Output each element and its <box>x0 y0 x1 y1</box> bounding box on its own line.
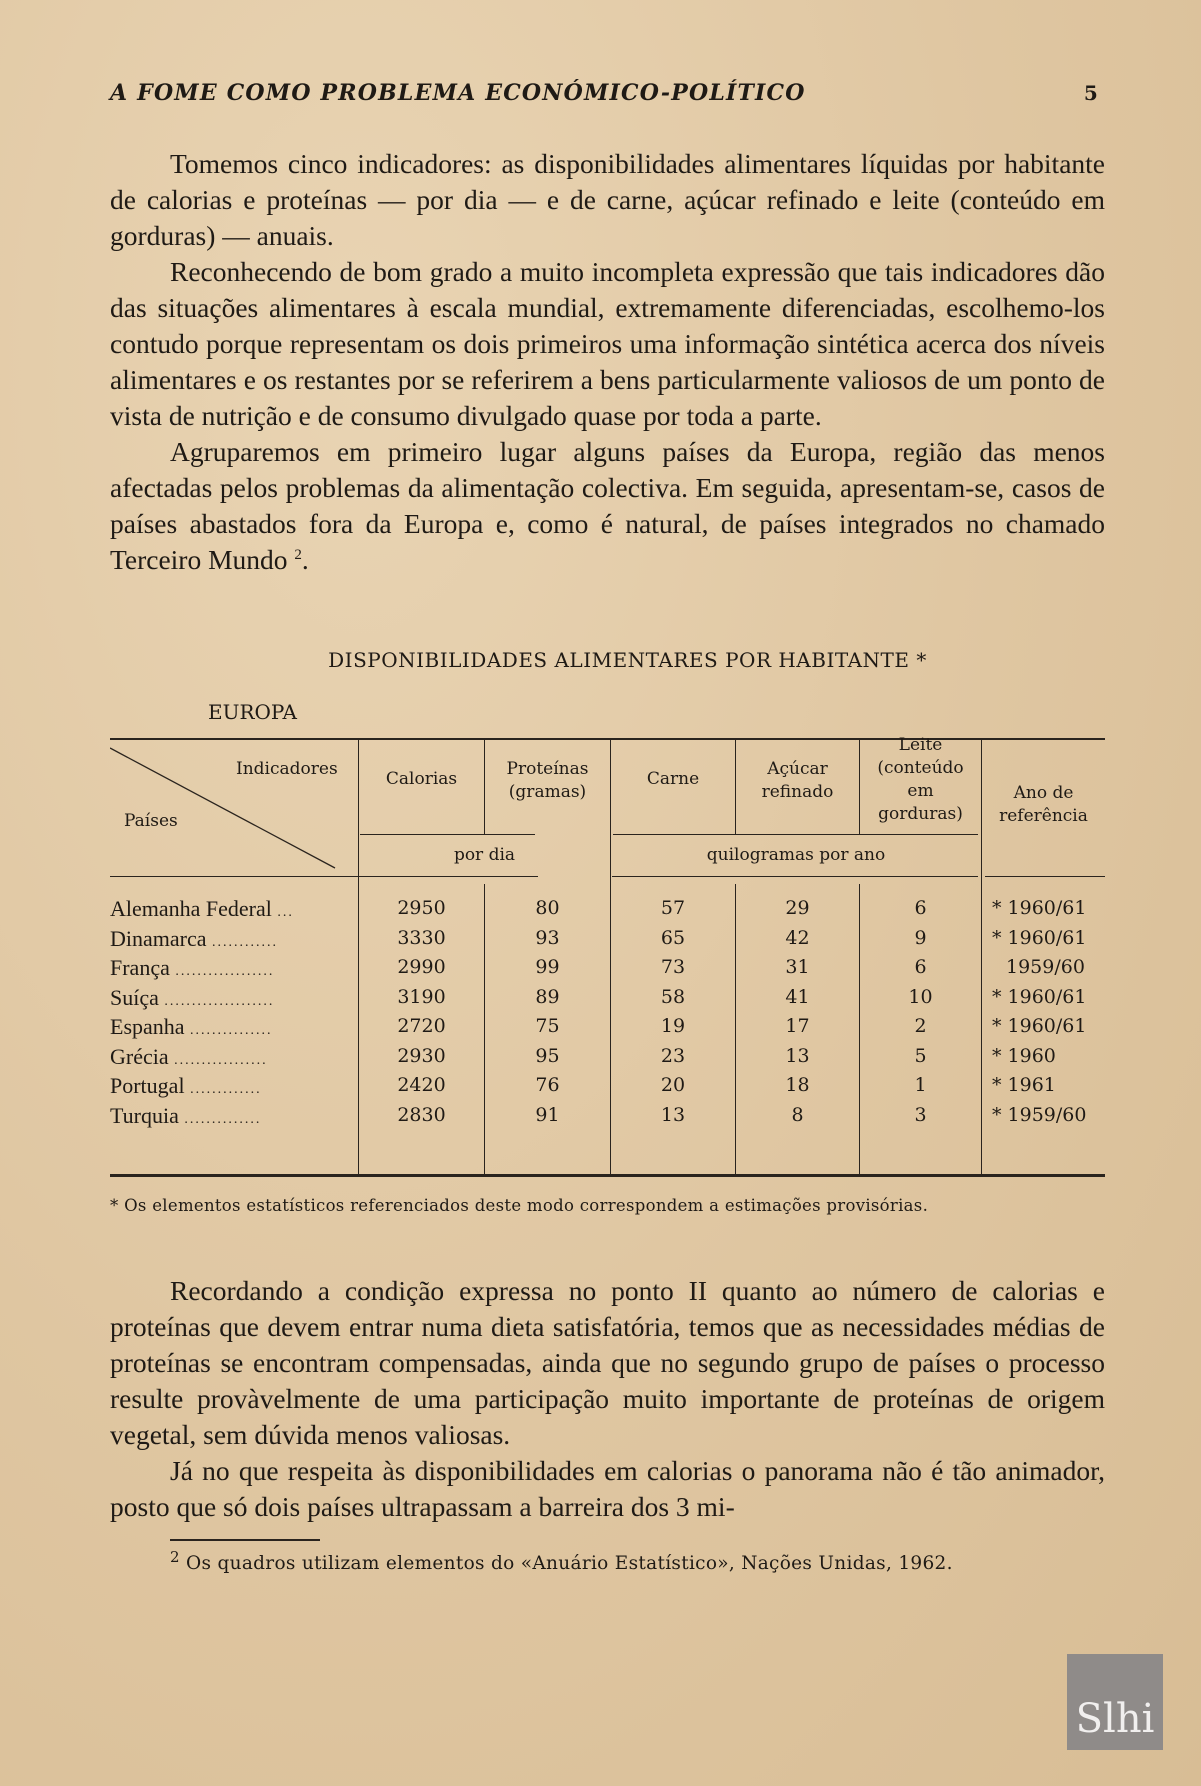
header-acucar <box>736 758 859 804</box>
running-head-title: A FOME COMO PROBLEMA ECONÓMICO-POLÍTICO <box>110 80 806 106</box>
cell-ano: 1959/60 <box>1006 956 1085 978</box>
cell-leite: 10 <box>908 985 933 1008</box>
group-label-por-dia: por dia <box>453 845 516 865</box>
group-rule-por-dia <box>360 834 535 835</box>
cell-acucar: 29 <box>785 897 810 919</box>
country-name <box>110 1012 345 1046</box>
cell-proteinas: 76 <box>535 1074 560 1096</box>
cell-leite: 3 <box>914 1103 927 1126</box>
cell-carne: 23 <box>660 1044 686 1067</box>
cell-carne: 13 <box>660 1103 686 1126</box>
cell-calorias: 3330 <box>397 926 446 949</box>
cell-ano: * 1959/60 <box>992 1103 1087 1126</box>
cell-ano: * 1960/61 <box>992 926 1087 949</box>
cell-proteinas: 93 <box>535 926 560 949</box>
header-acucar-line2: refinado <box>761 782 834 802</box>
cell-leite: 2 <box>914 1015 927 1037</box>
header-carne: Carne <box>646 769 700 789</box>
cell-acucar: 42 <box>785 926 810 949</box>
book-page <box>110 80 1105 1574</box>
cell-proteinas: 91 <box>535 1103 560 1126</box>
cell-carne: 57 <box>660 897 686 919</box>
country-name <box>110 1042 345 1076</box>
header-calorias: Calorias <box>385 769 458 789</box>
header-proteinas-line1: Proteínas <box>506 759 589 779</box>
food-availability-table <box>110 735 1105 1178</box>
cell-leite: 6 <box>914 897 927 919</box>
page-footnote-text: Os quadros utilizam elementos do «Anuário Estatístico», Nações Unidas, 1962. <box>186 1552 953 1574</box>
cell-proteinas: 95 <box>535 1044 560 1067</box>
country-name <box>110 894 345 928</box>
page-footnote <box>170 1547 1105 1574</box>
header-leite <box>860 734 981 826</box>
cell-proteinas: 75 <box>535 1015 560 1037</box>
cell-calorias: 3190 <box>397 985 446 1008</box>
table-bottom-rule <box>110 1174 1105 1177</box>
paragraph-reasoning: Reconhecendo de bom grado a muito incompleta expressão que tais indicadores dão das situações alimentares à escala mundial, extremamente diferenciadas, escolhemo-los contudo porque representam os dois primeiros uma informação sintética acerca dos níveis alimentares e os restantes por se referirem a bens particularmente valiosos de um ponto de vista de nutrição e de consumo divulgado quase por toda a parte. <box>110 256 1105 431</box>
country-name-text: França <box>110 955 170 980</box>
cell-calorias: 2950 <box>397 897 446 919</box>
country-name-text: Grécia <box>110 1043 169 1069</box>
table-region: EUROPA <box>208 700 297 724</box>
country-name-text: Turquia <box>110 1102 179 1128</box>
cell-acucar: 13 <box>785 1044 810 1067</box>
cell-proteinas: 89 <box>535 985 560 1008</box>
cell-ano: * 1960/61 <box>992 1015 1087 1037</box>
leader-dots: ............ <box>212 934 278 950</box>
country-name-text: Portugal <box>110 1073 185 1098</box>
paragraph-grouping-text: Agruparemos em primeiro lugar alguns países da Europa, região das menos afectadas pelos problemas da alimentação colectiva. Em seguida, apresentam-se, casos de países abastados fora da Europa e, como é natural, de países integrados no chamado Terceiro Mundo <box>110 436 1105 575</box>
corner-label-indicadores: Indicadores <box>236 759 338 779</box>
cell-calorias: 2930 <box>397 1044 446 1067</box>
header-ano-line1: Ano de <box>1013 783 1074 803</box>
cell-calorias: 2720 <box>397 1015 446 1037</box>
country-name-text: Espanha <box>110 1014 185 1039</box>
leader-dots: ............... <box>190 1023 273 1038</box>
leader-dots: .................. <box>175 964 275 979</box>
paragraph-calories: Já no que respeita às disponibilidades em calorias o panorama não é tão animador, posto que só dois países ultrapassam a barreira dos 3 mi- <box>110 1455 1105 1522</box>
library-logo: Slhi <box>1067 1654 1163 1750</box>
header-proteinas-line2: (gramas) <box>508 782 587 802</box>
footnote-reference: 2 <box>294 546 302 563</box>
cell-leite: 5 <box>914 1044 927 1067</box>
header-leite-line4: gorduras) <box>878 804 963 824</box>
table-footnote: * Os elementos estatísticos referenciados deste modo correspondem a estimações provisórias. <box>110 1196 929 1215</box>
cell-leite: 6 <box>914 956 927 978</box>
header-proteinas <box>485 758 610 804</box>
cell-ano: * 1960/61 <box>992 985 1087 1008</box>
header-bottom-rule-mid <box>612 876 978 877</box>
country-name-text: Alemanha Federal <box>110 896 272 921</box>
cell-calorias: 2990 <box>397 956 446 978</box>
header-leite-line3: em <box>907 781 934 801</box>
country-name <box>110 924 345 958</box>
cell-proteinas: 80 <box>535 897 560 919</box>
running-head <box>110 80 1105 106</box>
cell-acucar: 31 <box>785 956 810 978</box>
footnote-rule <box>170 1539 320 1541</box>
table-title: DISPONIBILIDADES ALIMENTARES POR HABITANTE * <box>328 648 927 672</box>
cell-ano: * 1960/61 <box>992 897 1087 919</box>
country-name <box>110 953 345 987</box>
country-name-text: Suíça <box>110 984 159 1010</box>
page-number: 5 <box>1083 81 1099 105</box>
cell-acucar: 17 <box>785 1015 810 1037</box>
paragraph-grouping <box>110 434 1105 578</box>
cell-acucar: 8 <box>791 1103 804 1126</box>
leader-dots: .............. <box>184 1111 262 1127</box>
country-name <box>110 983 345 1017</box>
cell-ano: * 1961 <box>992 1074 1056 1096</box>
leader-dots: ... <box>277 905 294 920</box>
cell-carne: 65 <box>660 926 686 949</box>
country-name <box>110 1071 345 1105</box>
paragraph-grouping-end: . <box>301 544 309 575</box>
page-footnote-marker: 2 <box>170 1547 180 1566</box>
header-leite-line2: (conteúdo <box>877 758 964 778</box>
cell-acucar: 41 <box>785 985 810 1008</box>
corner-label-paises: Países <box>124 811 178 831</box>
cell-leite: 9 <box>914 926 927 949</box>
country-name <box>110 1101 345 1135</box>
group-rule-quilogramas <box>613 834 978 835</box>
cell-calorias: 2420 <box>397 1074 446 1096</box>
paragraph-proteins: Recordando a condição expressa no ponto II quanto ao número de calorias e proteínas que devem entrar numa dieta satisfatória, temos que as necessidades médias de proteínas se encontram compensadas, ainda que no segundo grupo de países o processo resulte provàvelmente de uma participação muito importante de proteínas de origem vegetal, sem dúvida menos valiosas. <box>110 1275 1105 1450</box>
header-bottom-rule-right <box>985 876 1105 877</box>
header-ano <box>982 782 1105 828</box>
header-ano-line2: referência <box>999 806 1088 826</box>
country-name-text: Dinamarca <box>110 925 207 951</box>
cell-proteinas: 99 <box>535 956 560 978</box>
cell-carne: 20 <box>660 1074 686 1096</box>
cell-carne: 58 <box>660 985 686 1008</box>
cell-ano: * 1960 <box>992 1044 1056 1067</box>
cell-carne: 73 <box>660 956 686 978</box>
header-leite-line1: Leite <box>898 735 943 755</box>
leader-dots: ................. <box>174 1052 268 1068</box>
leader-dots: .................... <box>164 993 275 1009</box>
leader-dots: ............. <box>190 1082 262 1097</box>
group-label-quilogramas: quilogramas por ano <box>706 845 886 865</box>
cell-calorias: 2830 <box>397 1103 446 1126</box>
paragraph-indicators: Tomemos cinco indicadores: as disponibilidades alimentares líquidas por habitante de calorias e proteínas — por dia — e de carne, açúcar refinado e leite (conteúdo em gorduras) — anuais. <box>110 148 1105 251</box>
cell-carne: 19 <box>660 1015 686 1037</box>
cell-acucar: 18 <box>785 1074 810 1096</box>
cell-leite: 1 <box>914 1074 927 1096</box>
header-acucar-line1: Açúcar <box>767 759 828 779</box>
